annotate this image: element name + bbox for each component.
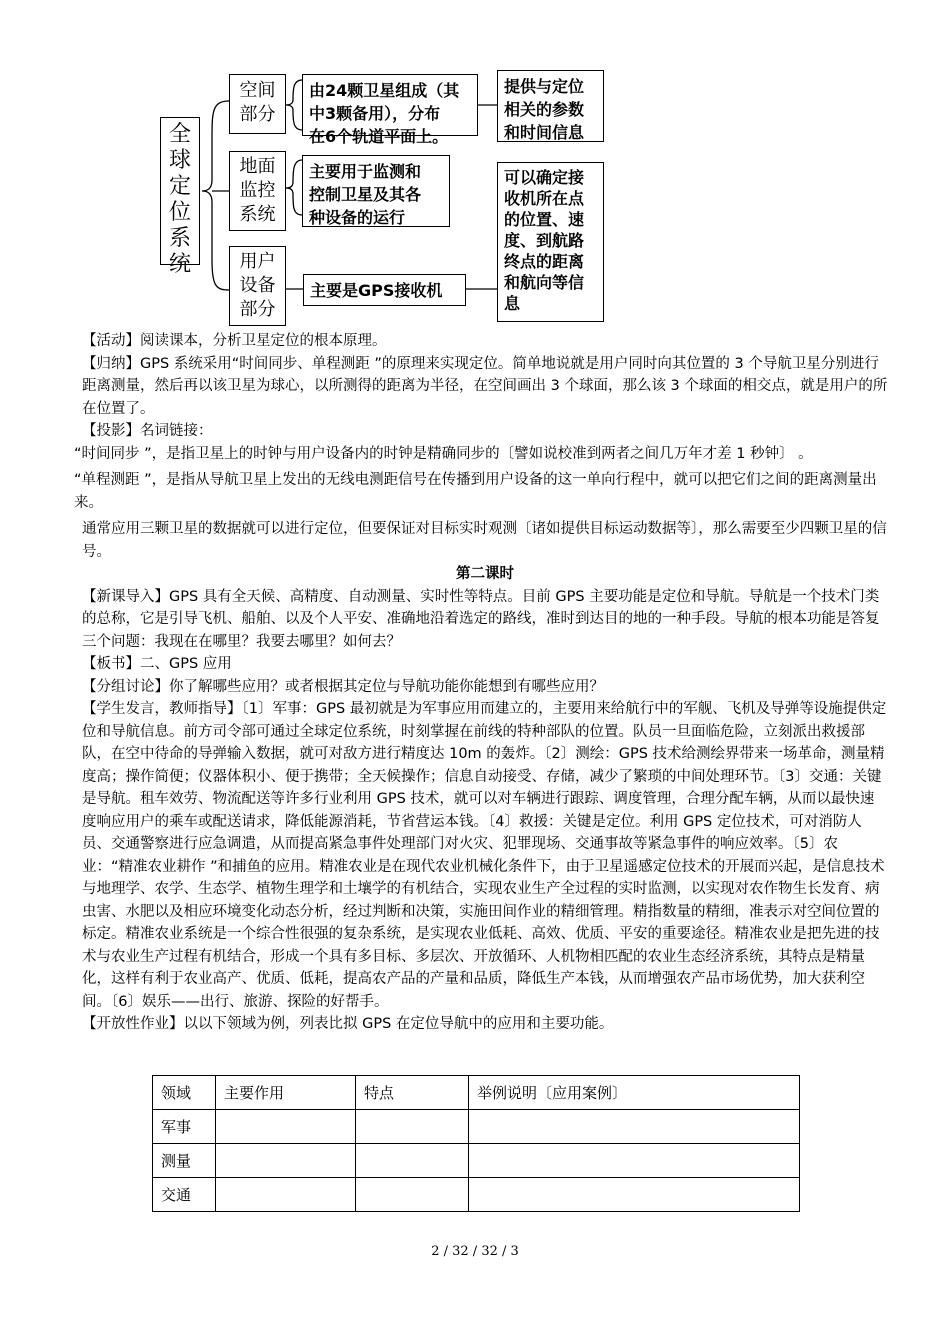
table-cell xyxy=(469,1144,800,1178)
desc-line: 中3颗备用），分布 xyxy=(309,104,441,123)
function-line: 的位置、速 xyxy=(504,210,585,229)
table-cell: 测量 xyxy=(153,1144,216,1178)
desc-line: 在6个轨道平面上。 xyxy=(309,127,449,146)
projection-paragraph: 【投影】名词链接： xyxy=(82,423,213,439)
title-char: 定 xyxy=(168,174,191,199)
part-label-line: 用户 xyxy=(239,251,276,272)
table-cell xyxy=(469,1110,800,1144)
function-space xyxy=(497,70,604,142)
function-line: 提供与定位 xyxy=(504,77,585,96)
homework-paragraph: 【开放性作业】以以下领域为例，列表比拟 GPS 在定位导航中的应用和主要功能。 xyxy=(82,1016,614,1032)
function-line: 息 xyxy=(504,294,521,313)
intro-paragraph: 【新课导入】GPS 具有全天候、高精度、自动测量、实时性等特点。目前 GPS 主要功能是定位和导航。导航是一个技术门类的总称，它是引导飞机、船舶、以及个人平安、准确地沿着选定的路线，准时到达目的地的一种手段。导航的根本功能是答复三个问题：我现在在哪里？我要去哪里？如何去？ xyxy=(82,588,880,650)
function-line: 可以确定接 xyxy=(504,168,585,187)
desc-ground-control xyxy=(302,155,450,227)
part-ground-control xyxy=(229,151,286,231)
function-line: 度、到航路 xyxy=(504,231,585,250)
part-user-equipment xyxy=(229,246,286,326)
function-line: 终点的距离 xyxy=(504,252,585,271)
table-cell xyxy=(356,1110,469,1144)
function-line: 和时间信息 xyxy=(504,123,585,142)
table-cell xyxy=(356,1144,469,1178)
desc-line: 种设备的运行 xyxy=(309,208,406,227)
homework-table xyxy=(152,1075,800,1212)
function-line: 和航向等信 xyxy=(504,273,585,292)
brace-ground xyxy=(286,160,302,215)
table-header-cell: 领域 xyxy=(153,1076,216,1110)
brace-main xyxy=(202,101,229,290)
function-user xyxy=(497,162,604,322)
desc-space xyxy=(302,74,478,146)
three-sats-paragraph: 通常应用三颗卫星的数据就可以进行定位，但要保证对目标实时观测〔诸如提供目标运动数据等〕，那么需要至少四颗卫星的信号。 xyxy=(82,521,887,560)
part-label-line: 空间 xyxy=(239,80,276,101)
desc-line: 主要用于监测和 xyxy=(309,162,422,181)
table-header-cell: 举例说明〔应用案例〕 xyxy=(469,1076,800,1110)
table-cell xyxy=(469,1178,800,1212)
title-char: 系 xyxy=(168,226,191,251)
page-footer: 2 / 32 / 32 / 3 xyxy=(431,1244,519,1259)
table-row xyxy=(153,1110,800,1144)
desc-line: 主要是GPS接收机 xyxy=(310,281,443,300)
title-char: 全 xyxy=(168,122,191,147)
speech-paragraph: 【学生发言，教师指导】〔1〕军事：GPS 最初就是为军事应用而建立的，主要用来给航行中的军舰、飞机及导弹等设施提供定位和导航信息。前方司令部可通过全球定位系统，时刻掌握在前线的特种部队的位置。队员一旦面临危险，立刻派出救援部队，在空中待命的导弹输入数据，就可对敌方进行精度达 10m 的轰炸。〔2〕测绘：GPS 技术给测绘界带来一场革命，测量精度高；操作简便；仪器体积小、便于携带；全天候操作；信息自动接受、存储，减少了繁琐的中间处理环节。〔3〕交通：关键是导航。租车效劳、物流配送等许多行业利用 GPS 技术，就可以对车辆进行跟踪、调度管理，合理分配车辆，从而以最快速度响应用户的乘车或配送请求，降低能源消耗，节省营运本钱。〔4〕救援：关键是定位。利用 GPS 定位技术，可对消防人员、交通警察进行应急调遣，从而提高紧急事件处理部门对火灾、犯罪现场、交通事故等紧急事件的响应效率。〔5〕农业：“精准农业耕作 ”和捕鱼的应用。精准农业是在现代农业机械化条件下，由于卫星遥感定位技术的开展而兴起，是信息技术与地理学、农学、生态学、植物生理学和土壤学的有机结合，实现农业生产全过程的实时监测，以实现对农作物生长发育、病虫害、水肥以及相应环境变化动态分析，经过判断和决策，实施田间作业的精细管理。精指数量的精细，准表示对空间位置的标定。精准农业系统是一个综合性很强的复杂系统，是实现农业低耗、高效、优质、平安的重要途径。精准农业是把先进的技术与农业生产过程有机结合，形成一个具有多目标、多层次、开放循环、人机物相匹配的农业生态经济系统，其特点是精量化，这样有利于农业高产、优质、低耗，提高农产品的产量和品质，降低生产本钱，从而增强农产品市场优势，加大获利空间。〔6〕娱乐——出行、旅游、探险的好帮手。 xyxy=(82,701,887,1010)
activity-paragraph: 【活动】阅读课本，分析卫星定位的根本原理。 xyxy=(82,333,387,349)
function-line: 收机所在点 xyxy=(504,189,585,208)
table-cell xyxy=(216,1110,356,1144)
diagram-title-gps xyxy=(160,117,200,277)
gps-system-diagram xyxy=(0,0,950,330)
board-paragraph: 【板书】二、GPS 应用 xyxy=(82,656,232,672)
table-header-row xyxy=(153,1076,800,1110)
part-label-line: 部分 xyxy=(239,104,276,125)
brace-space xyxy=(286,80,302,130)
summary-paragraph: 【归纳】GPS 系统采用“时间同步、单程测距 ”的原理来实现定位。简单地说就是用户同时向其位置的 3 个导航卫星分别进行距离测量，然后再以该卫星为球心，以所测得的距离为半径，在空间画出 3 个球面，那么该 3 个球面的相交点，就是用户的所在位置了。 xyxy=(82,355,888,417)
one-way-paragraph: “单程测距 ”，是指从导航卫星上发出的无线电测距信号在传播到用户设备的这一单向行程中，就可以把它们之间的距离测量出来。 xyxy=(74,472,877,511)
lesson-text xyxy=(74,330,888,1036)
title-char: 球 xyxy=(168,148,191,173)
part-label-line: 系统 xyxy=(239,204,276,225)
table-cell: 交通 xyxy=(153,1178,216,1212)
table-cell xyxy=(356,1178,469,1212)
part-label-line: 部分 xyxy=(239,299,276,320)
part-label-line: 监控 xyxy=(239,180,276,201)
desc-user-equipment xyxy=(303,274,466,306)
title-char: 统 xyxy=(168,252,191,277)
part-space xyxy=(229,74,286,134)
table-header-cell: 特点 xyxy=(356,1076,469,1110)
table-row xyxy=(153,1178,800,1212)
table-cell: 军事 xyxy=(153,1110,216,1144)
lesson2-title: 第二课时 xyxy=(456,566,514,582)
title-char: 位 xyxy=(168,200,191,225)
group-paragraph: 【分组讨论】你了解哪些应用？或者根据其定位与导航功能你能想到有哪些应用？ xyxy=(82,678,604,695)
time-sync-paragraph: “时间同步 ”，是指卫星上的时钟与用户设备内的时钟是精确同步的〔譬如说校准到两者之间几万年才差 1 秒钟〕 。 xyxy=(74,445,813,462)
desc-line: 由24颗卫星组成（其 xyxy=(309,81,460,100)
desc-line: 控制卫星及其各 xyxy=(309,185,422,204)
table-cell xyxy=(216,1144,356,1178)
part-label-line: 地面 xyxy=(239,156,276,177)
table-row xyxy=(153,1144,800,1178)
part-label-line: 设备 xyxy=(239,275,276,296)
function-line: 相关的参数 xyxy=(504,100,585,119)
table-cell xyxy=(216,1178,356,1212)
diagram-connectors xyxy=(0,0,950,330)
table-header-cell: 主要作用 xyxy=(216,1076,356,1110)
